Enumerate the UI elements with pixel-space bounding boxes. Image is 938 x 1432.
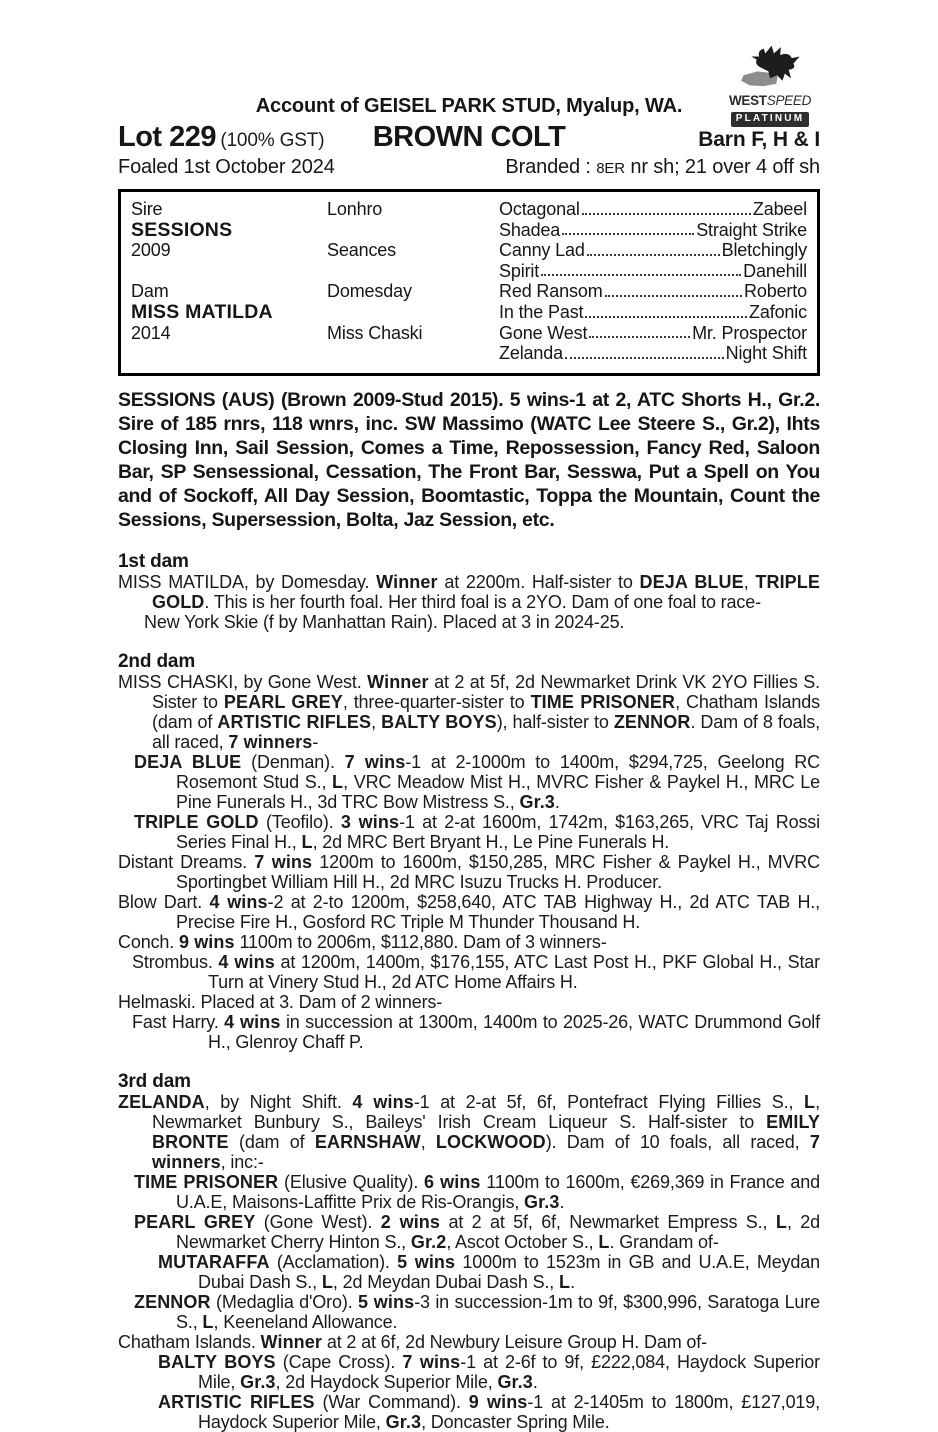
sire-year: 2009 <box>131 240 171 261</box>
gst-note: (100% GST) <box>220 130 325 151</box>
dot-leader <box>587 254 720 256</box>
gen3-name: Shadea <box>499 219 561 240</box>
section-3rd-dam <box>118 1072 820 1432</box>
section-paragraphs <box>118 572 820 632</box>
westspeed-logo <box>720 44 820 127</box>
pedigree-paragraph: TIME PRISONER (Elusive Quality). 6 wins 1100m to 1600m, €269,369 in France and U.A.E, Maisons-Laffitte Prix de Ris-Orangis, Gr.3. <box>134 1171 820 1212</box>
sire-summary-paragraph: SESSIONS (AUS) (Brown 2009-Stud 2015). 5 wins-1 at 2, ATC Shorts H., Gr.2. Sire of 185 rnrs, 118 wnrs, inc. SW Massimo (WATC Lee Steere S., Gr.2), Ihts Closing Inn, Sail Session, Comes a Time, Repossession, Fancy Red, Saloon Bar, SP Sensessional, Cessation, The Front Bar, Sesswa, Put a Spell on You and of Sockoff, All Day Session, Boomtastic, Toppa the Mountain, Count the Sessions, Supersession, Bolta, Jaz Session, etc. <box>118 388 820 531</box>
pedigree-paragraph: BALTY BOYS (Cape Cross). 7 wins-1 at 2-6f to 9f, £222,084, Haydock Superior Mile, Gr.3, 2d Haydock Superior Mile, Gr.3. <box>158 1351 820 1392</box>
sire-sire: Lonhro <box>327 199 383 219</box>
section-2nd-dam <box>118 652 820 1052</box>
pedigree-paragraph: Strombus. 4 wins at 1200m, 1400m, $176,155, ATC Last Post H., PKF Global H., Star Turn at Vinery Stud H., 2d ATC Home Affairs H. <box>132 951 820 992</box>
gen3-by: Zabeel <box>752 199 807 219</box>
section-heading: 2nd dam <box>118 650 196 672</box>
dot-leader <box>565 357 724 359</box>
spacer <box>327 220 499 241</box>
pedigree-paragraph: MUTARAFFA (Acclamation). 5 wins 1000m to 1523m in GB and U.A.E, Meydan Dubai Dash S., L, 2d Meydan Dubai Dash S., L. <box>158 1251 820 1292</box>
dam-name: MISS MATILDA <box>131 300 273 323</box>
lot-row <box>118 121 820 154</box>
barn-label: Barn F, H & I <box>698 128 820 151</box>
dam-sire: Domesday <box>327 281 412 302</box>
pedigree-paragraph: ARTISTIC RIFLES (War Command). 9 wins-1 at 2-1405m to 1800m, £127,019, Haydock Superior Mile, Gr.3, Doncaster Spring Mile. <box>158 1391 820 1432</box>
pedigree-paragraph: MISS CHASKI, by Gone West. Winner at 2 at 5f, 2d Newmarket Drink VK 2YO Fillies S. Sister to PEARL GREY, three-quarter-sister to TIME PRISONER, Chatham Islands (dam of ARTISTIC RIFLES, BALTY BOYS), half-sister to ZENNOR. Dam of 8 foals, all raced, 7 winners- <box>118 671 820 752</box>
pedigree-gen3-row <box>499 343 807 364</box>
gen3-name: Zelanda <box>499 343 563 364</box>
lot-number: Lot 229 <box>118 121 217 153</box>
pedigree-table <box>118 189 820 376</box>
westspeed-wordmark <box>720 94 820 108</box>
pedigree-gen3-row <box>499 281 807 302</box>
dot-leader <box>562 233 694 235</box>
gen3-by: Danehill <box>743 260 807 281</box>
sire-role-label: Sire <box>131 199 163 219</box>
pedigree-gen3-row <box>499 261 807 282</box>
pedigree-col-gen2 <box>327 199 499 364</box>
horse-map-icon <box>720 44 820 94</box>
pedigree-paragraph: DEJA BLUE (Denman). 7 wins-1 at 2-1000m to 1400m, $294,725, Geelong RC Rosemont Stud S., L, VRC Meadow Mist H., MVRC Fisher & Paykel H., MRC Le Pine Funerals H., 3d TRC Bow Mistress S., Gr.3. <box>134 751 821 812</box>
spacer <box>131 261 327 282</box>
pedigree-col-gen3 <box>499 199 807 364</box>
gen3-name: In the Past <box>499 301 584 322</box>
gen3-name: Canny Lad <box>499 240 585 261</box>
foaled-label: Foaled 1st October 2024 <box>118 156 335 178</box>
pedigree-paragraph: MISS MATILDA, by Domesday. Winner at 2200m. Half-sister to DEJA BLUE, TRIPLE GOLD. This is her fourth foal. Her third foal is a 2YO. Dam of one foal to race- <box>118 571 820 612</box>
gen3-by: Night Shift <box>725 343 807 364</box>
pedigree-gen3-row <box>499 302 807 323</box>
gen3-by: Bletchingly <box>721 240 807 261</box>
pedigree-paragraph: Helmaski. Placed at 3. Dam of 2 winners- <box>118 991 443 1012</box>
pedigree-paragraph: Blow Dart. 4 wins-2 at 2-to 1200m, $258,640, ATC TAB Highway H., 2d ATC TAB H., Precise Fire H., Gosford RC Triple M Thunder Thousand H. <box>118 891 820 932</box>
gen3-name: Red Ransom <box>499 281 603 302</box>
gen3-by: Straight Strike <box>696 219 807 240</box>
pedigree-paragraph: ZELANDA, by Night Shift. 4 wins-1 at 2-at 5f, 6f, Pontefract Flying Fillies S., L, Newmarket Bunbury S., Baileys' Irish Cream Liqueur S. Half-sister to EMILY BRONTE (dam of EARNSHAW, LOCKWOOD). Dam of 10 foals, all raced, 7 winners, inc:- <box>118 1091 820 1172</box>
dot-leader <box>605 295 742 297</box>
platinum-badge: PLATINUM <box>731 112 810 127</box>
brand-code: 8ER <box>596 160 625 177</box>
section-heading: 1st dam <box>118 550 189 572</box>
spacer <box>327 302 499 323</box>
lot-left <box>118 121 373 154</box>
catalogue-page <box>118 0 820 1432</box>
pedigree-paragraph: TRIPLE GOLD (Teofilo). 3 wins-1 at 2-at 1600m, 1742m, $163,265, VRC Taj Rossi Series Final H., L, 2d MRC Bert Bryant H., Le Pine Funerals H. <box>134 811 820 852</box>
sire-name: SESSIONS <box>131 218 233 241</box>
horse-title: BROWN COLT <box>372 121 566 153</box>
pedigree-gen3-row <box>499 220 807 241</box>
pedigree-paragraph: ZENNOR (Medaglia d'Oro). 5 wins-3 in succession-1m to 9f, $300,996, Saratoga Lure S., L, Keeneland Allowance. <box>134 1291 820 1332</box>
section-1st-dam <box>118 552 820 632</box>
gen3-name: Octagonal <box>499 199 580 219</box>
gen3-by: Mr. Prospector <box>692 322 807 343</box>
section-paragraphs <box>118 1092 820 1432</box>
dam-role-label: Dam <box>131 281 169 302</box>
pedigree-paragraph: Chatham Islands. Winner at 2 at 6f, 2d Newbury Leisure Group H. Dam of- <box>118 1331 707 1352</box>
pedigree-gen3-row <box>499 199 807 220</box>
pedigree-gen3-row <box>499 323 807 344</box>
pedigree-col-horse <box>131 199 327 364</box>
account-line: Account of GEISEL PARK STUD, Myalup, WA. <box>255 95 683 117</box>
gen3-by: Zafonic <box>749 301 807 322</box>
dot-leader <box>582 213 751 215</box>
gen3-name: Spirit <box>499 260 540 281</box>
section-heading: 3rd dam <box>118 1070 191 1092</box>
section-paragraphs <box>118 672 820 1052</box>
dam-dam: Miss Chaski <box>327 322 423 343</box>
gen3-by: Roberto <box>744 281 807 302</box>
spacer <box>327 261 499 282</box>
sire-dam: Seances <box>327 240 396 261</box>
pedigree-paragraph: Fast Harry. 4 wins in succession at 1300m, 1400m to 2025-26, WATC Drummond Golf H., Glenroy Chaff P. <box>132 1011 821 1052</box>
dot-leader <box>589 336 690 338</box>
dam-year: 2014 <box>131 322 171 343</box>
pedigree-paragraph: Conch. 9 wins 1100m to 2006m, $112,880. Dam of 3 winners- <box>118 931 607 952</box>
pedigree-paragraph: New York Skie (f by Manhattan Rain). Placed at 3 in 2024-25. <box>144 611 625 632</box>
wordmark-west: WEST <box>728 93 767 108</box>
foaled-row <box>118 155 820 181</box>
dot-leader <box>541 274 741 276</box>
pedigree-gen3-row <box>499 240 807 261</box>
wordmark-speed: SPEED <box>766 93 812 108</box>
pedigree-paragraph: Distant Dreams. 7 wins 1200m to 1600m, $150,285, MRC Fisher & Paykel H., MVRC Sportingbet William Hill H., 2d MRC Isuzu Trucks H. Producer. <box>118 851 820 892</box>
branded-label: Branded : 8ER nr sh; 21 over 4 off sh <box>505 156 820 178</box>
gen3-name: Gone West <box>499 322 588 343</box>
dot-leader <box>585 316 747 318</box>
pedigree-paragraph: PEARL GREY (Gone West). 2 wins at 2 at 5f, 6f, Newmarket Empress S., L, 2d Newmarket Cherry Hinton S., Gr.2, Ascot October S., L. Grandam of- <box>134 1211 820 1252</box>
